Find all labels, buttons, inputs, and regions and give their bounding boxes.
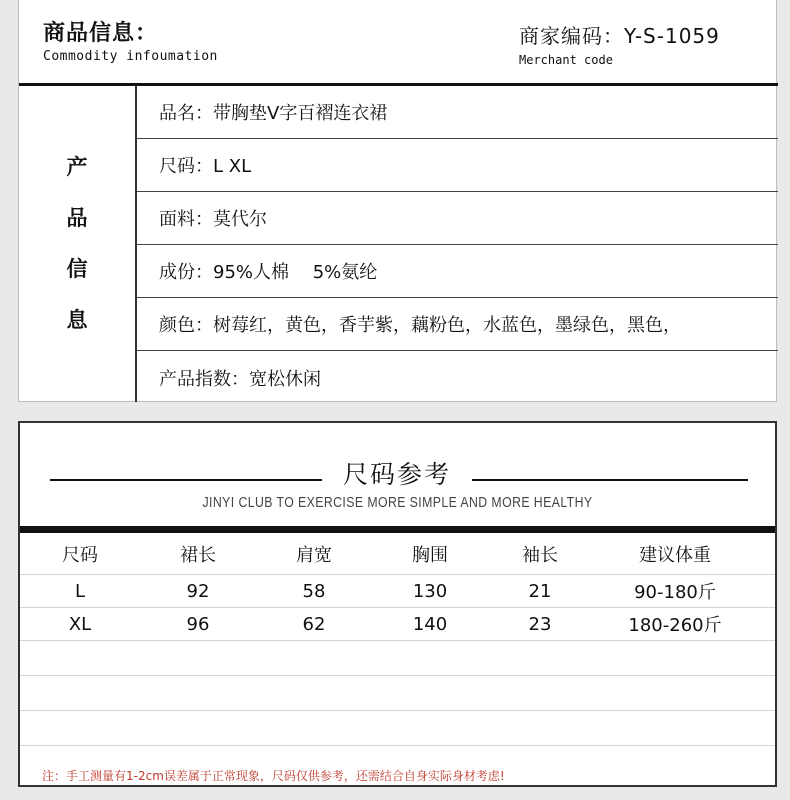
info-row-fabric: 面料：莫代尔 [137, 192, 778, 245]
table-cell: 62 [302, 613, 326, 635]
merchant-code-subtitle: Merchant code [519, 53, 613, 67]
info-row-size: 尺码：L XL [137, 139, 778, 192]
header-cell: 裙长 [180, 544, 216, 566]
header-cell: 袖长 [522, 544, 558, 566]
table-cell: 21 [528, 580, 552, 602]
table-cell: XL [68, 613, 92, 635]
side-char: 产 [66, 155, 88, 179]
header-cell: 建议体重 [639, 544, 711, 566]
size-chart-slogan: JINYI CLUB TO EXERCISE MORE SIMPLE AND MORE HEALTHY [202, 494, 593, 511]
info-title: 商品信息： [43, 21, 159, 46]
merchant-code-value: Y-S-1059 [624, 24, 720, 48]
info-subtitle: Commodity infoumation [43, 49, 218, 64]
side-char: 信 [66, 257, 88, 281]
table-cell: 140 [412, 613, 448, 635]
table-cell: L [74, 580, 86, 602]
merchant-code-block [519, 20, 720, 67]
header-cell: 尺码 [62, 544, 98, 566]
empty-row [20, 641, 775, 676]
title-rule-right [472, 479, 748, 481]
table-cell: 92 [186, 580, 210, 602]
info-header [43, 16, 218, 64]
side-char: 息 [66, 308, 88, 332]
merchant-code-row [519, 20, 720, 49]
info-table [19, 83, 778, 402]
table-cell: 130 [412, 580, 448, 602]
size-chart-title: 尺码参考 [342, 460, 451, 489]
size-table [20, 533, 775, 746]
title-rule-left [50, 479, 322, 481]
info-rows [137, 86, 778, 402]
empty-row [20, 711, 775, 746]
size-table-header-row [20, 533, 775, 575]
size-chart-card [18, 421, 777, 787]
product-info-card [18, 0, 777, 402]
info-row-colors: 颜色：树莓红，黄色，香芋紫，藕粉色，水蓝色，墨绿色，黑色， [137, 298, 778, 351]
empty-row [20, 676, 775, 711]
header-cell: 胸围 [412, 544, 448, 566]
table-cell: 90-180斤 [634, 582, 716, 603]
info-row-product-name: 品名：带胸垫V字百褶连衣裙 [137, 86, 778, 139]
header-cell: 肩宽 [296, 544, 332, 566]
table-cell: 58 [302, 580, 326, 602]
table-row [20, 608, 775, 641]
table-cell: 96 [186, 613, 210, 635]
info-row-style: 产品指数：宽松休闲 [159, 368, 321, 390]
info-row-composition: 成份：95%人棉 5%氨纶 [137, 245, 778, 298]
info-side-label [19, 86, 137, 402]
size-chart-header [20, 423, 775, 526]
table-row [20, 575, 775, 608]
table-cell: 23 [528, 613, 552, 635]
measurement-note: 注：手工测量有1-2cm误差属于正常现象，尺码仅供参考，还需结合自身实际身材考虑! [42, 769, 505, 783]
side-char: 品 [66, 206, 88, 230]
header-divider [20, 526, 775, 533]
merchant-code-label: 商家编码： [519, 24, 624, 48]
table-cell: 180-260斤 [628, 615, 722, 636]
